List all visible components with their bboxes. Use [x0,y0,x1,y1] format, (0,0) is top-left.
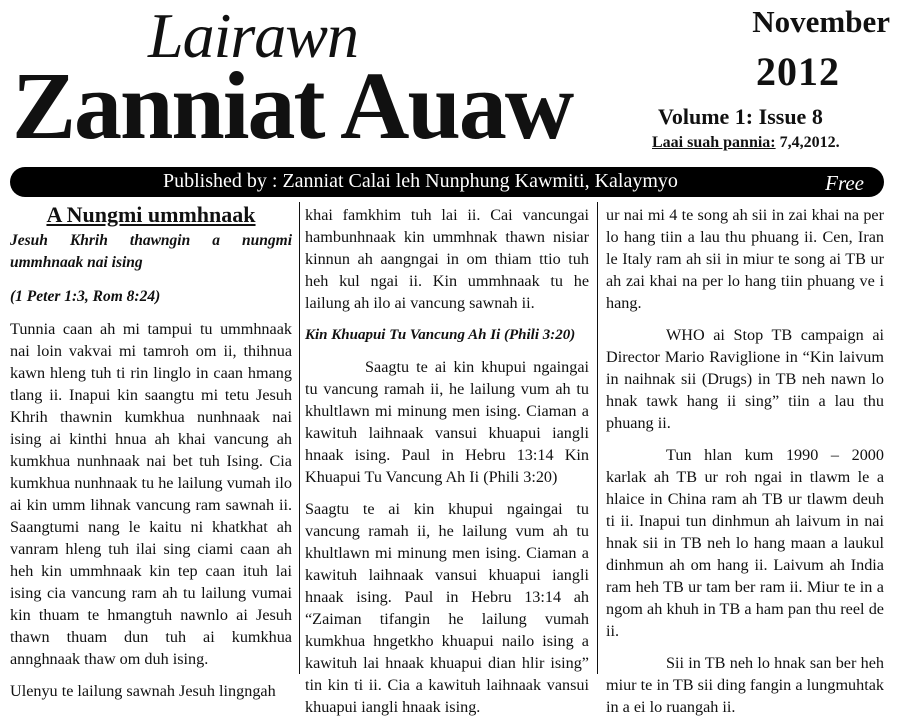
newspaper-title: Zanniat Auaw [12,52,573,159]
paragraph: khai famkhim tuh lai ii. Cai vancungai hambunhnaak kin ummhnak thawn nisiar kinnun ah aangngai in om thiam ttio tuh heh kul ngai ii. Kin ummhnaak tu he lailung ah ilo ai vancung sawnah ii. [305,206,589,312]
paragraph: Saagtu te ai kin khupui ngaingai tu vancung ramah ii, he lailung vum ah tu khultlawn mi minung men ising. Ciaman a kawituh laihnaak vansui khuapui iangli hnaak ising. Paul in Hebru 13:14 ah “Zaiman tifangin he lailung vumah kumkhua hngetkho khuapui nailo ising a kawituh lai hnaak khuapui dian hlir ising” tin kin ti ii. Cia a kawituh laihnaak vansui khuapui iangli hnaak ising. [305,500,589,716]
volume-issue: Volume 1: Issue 8 [658,104,823,129]
paragraph: Saagtu te ai kin khupui ngaingai tu vancung ramah ii, he lailung vum ah tu khultlawn mi minung men ising. Ciaman a kawituh laihnaak vansui khuapui iangli hnaak ising. Paul in Hebru 13:14 Kin Khuapui Tu Vancung Ah Ii (Phili 3:20) [305,358,589,486]
paragraph: Tun hlan kum 1990 – 2000 karlak ah TB ur roh ngai in tlawm le a hlaice in China ram ah TB ur tlawm deuh ti ii. Inapui tun dinhmun ah laivum in nai hnak sii in TB neh lo hang maan a laukul dinhmun ah om hang ii. Laivum ah India ram heh TB ur tam ber ram ii. Miur te in a ngom ah khuh in TB a ham pan thu reel de ii. [606,446,884,640]
publication-date [652,134,840,152]
column-divider [299,202,300,674]
section-subheading: Kin Khuapui Tu Vancung Ah Ii (Phili 3:20) [305,327,576,343]
publication-date-value: 7,4,2012. [775,134,840,151]
publication-date-label: Laai suah pannia: [652,134,776,151]
issue-year: 2012 [756,49,840,94]
scripture-reference: (1 Peter 1:3, Rom 8:24) [10,288,161,305]
column-divider [597,202,598,674]
paragraph: Sii in TB neh lo hnak san ber heh miur te in TB sii ding fangin a lungmuhtak in a ei lo ruangah ii. [606,654,884,716]
article-headline: A Nungmi ummhnaak [46,202,256,227]
masthead [0,0,898,170]
paragraph: WHO ai Stop TB campaign ai Director Mario Raviglione in “Kin laivum in naihnak sii (Drugs) in TB neh nawn lo hnak tawk hang ii sing” tiin a lau thu phuang ii. [606,326,884,432]
publisher-text: Published by : Zanniat Calai leh Nunphung Kawmiti, Kalaymyo [163,170,678,192]
column-1 [10,202,292,700]
publisher-banner [10,167,884,197]
paragraph: Tunnia caan ah mi tampui tu ummhnaak nai loin vakvai mi tamroh om ii, thihnua kawn hleng tuh ti rin linglo in caan hmang tlang ii. Inapui kin saangtu mi tetu Jesuh Khrih thawnin kumkhua nunhnaak nai ising ai kinthi hnua ah khai vancung ah kumkhua nunhnaak nai bet tuh Ising. Cia kumkhua nunhnaak tu he lailung vumah ilo ai kin umm lihnak vancung ram sawnah ii. Saangtumi nang le kaitu ni khatkhat ah vanram hleng tuh ilai sing ciami caan ah heh kin ummhnaak kin tep caan ituh lai ising cia vancung ram ah tu lailung vumai kin thuam te hmangtuh nawnlo ai Jesuh thawn thuam dun tuh ai kumkhua annghnaak thaw om duh ising. [10,320,292,668]
paragraph: Ulenyu te lailung sawnah Jesuh lingngah [10,682,276,700]
column-3 [606,204,884,716]
column-2 [305,204,589,716]
article-lead: Jesuh Khrih thawngin a nungmi ummhnaak nai ising [10,232,292,271]
paragraph: ur nai mi 4 te song ah sii in zai khai na per lo hang tiin a lau thu phuang ii. Cen, Iran le Italy ram ah sii in miur te song ai TB ur ah zai khai na per lo hang tiin phuang ve i hang. [606,206,884,312]
issue-month: November [752,4,890,39]
price-label: Free [825,171,864,195]
newspaper-subtitle: Lairawn [148,0,358,71]
